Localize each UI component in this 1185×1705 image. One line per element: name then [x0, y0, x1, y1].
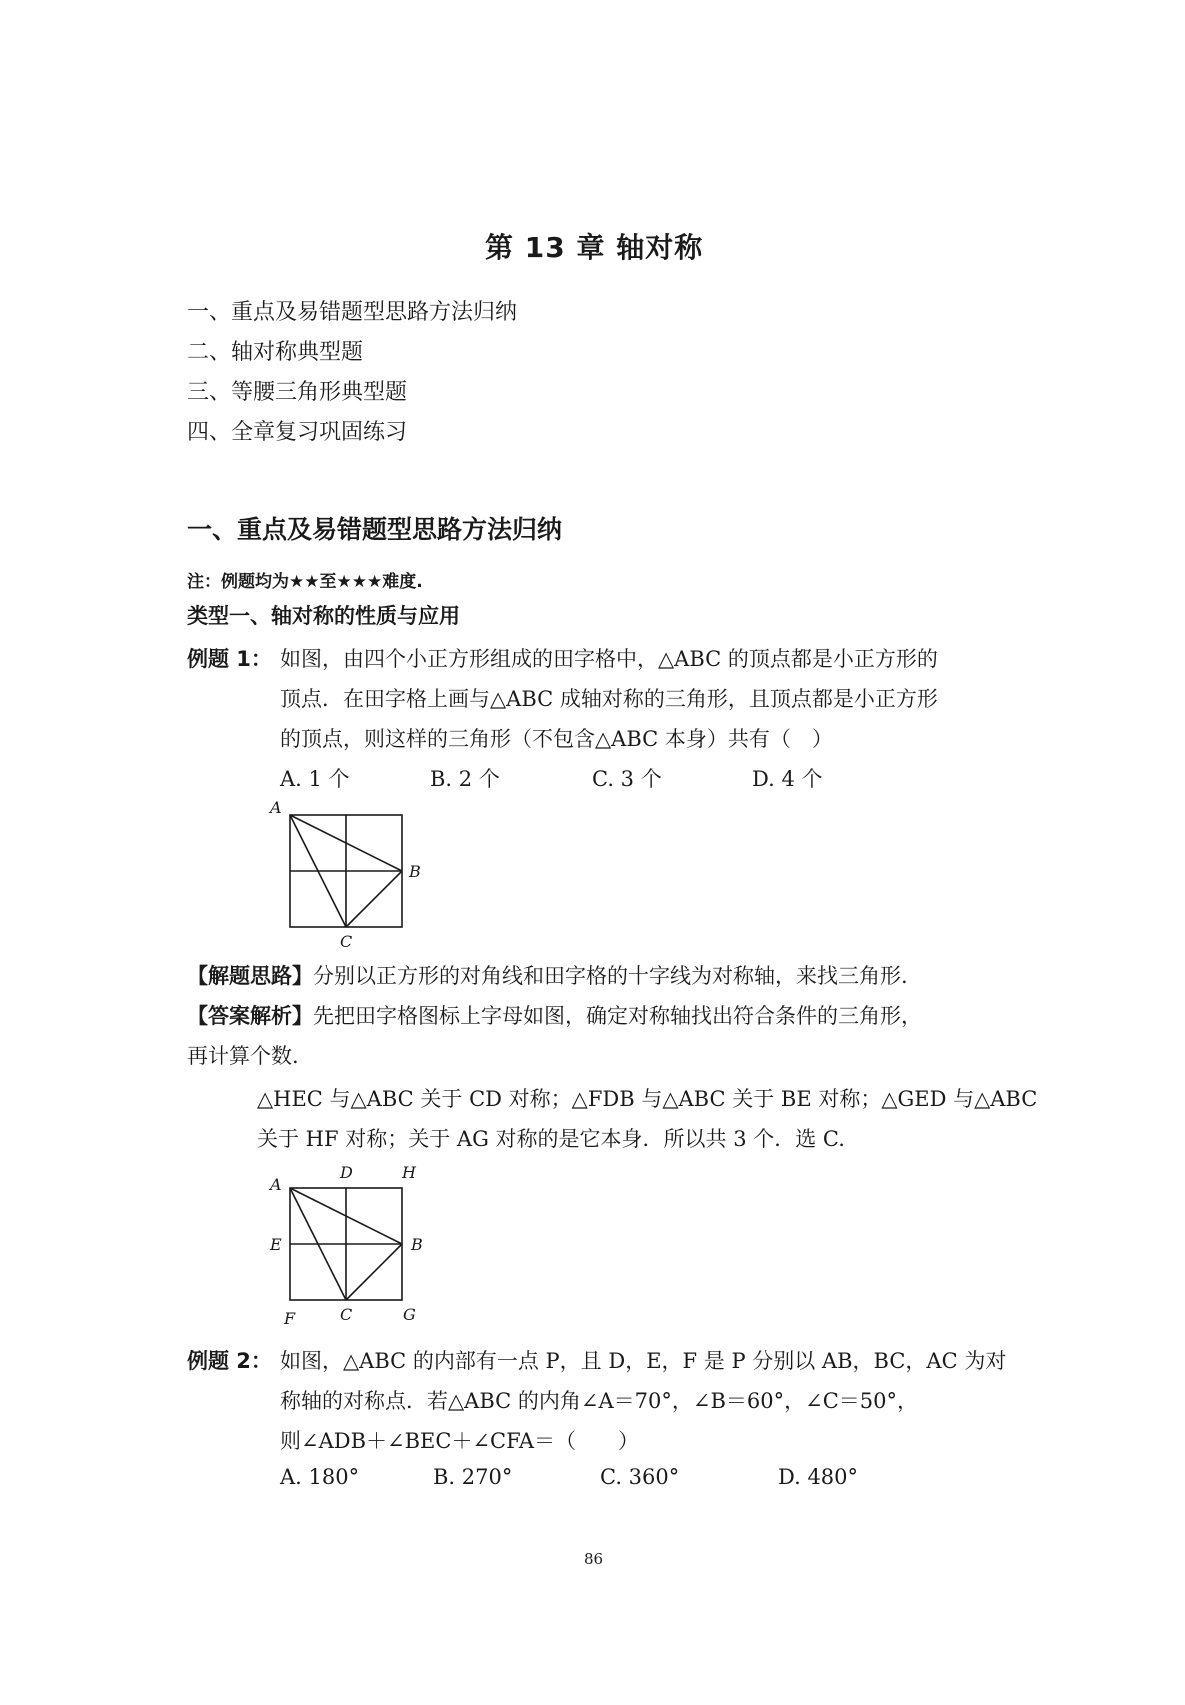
toc-item: 二、轴对称典型题 [187, 340, 364, 365]
figure-grid-1 [260, 795, 430, 955]
example-2-text: 称轴的对称点．若△ABC 的内角∠A＝70°，∠B＝60°，∠C＝50°， [280, 1389, 918, 1413]
example-2-label: 例题 2： [187, 1349, 272, 1373]
example-1-text: 的顶点，则这样的三角形（不包含△ABC 本身）共有（ ） [280, 727, 833, 751]
vertex-label-d: D [340, 1163, 353, 1182]
toc-item: 三、等腰三角形典型题 [187, 380, 408, 405]
difficulty-note: 注：例题均为★★至★★★难度. [187, 572, 423, 592]
answer-analysis-text: 先把田字格图标上字母如图，确定对称轴找出符合条件的三角形， [313, 1004, 922, 1028]
answer-analysis-text: 关于 HF 对称；关于 AG 对称的是它本身．所以共 3 个．选 C. [257, 1127, 845, 1151]
vertex-label-b: B [411, 1235, 423, 1254]
option-c: C. 3 个 [592, 767, 662, 791]
example-1-text: 顶点．在田字格上画与△ABC 成轴对称的三角形，且顶点都是小正方形 [280, 687, 938, 711]
option-a: A. 1 个 [280, 767, 350, 791]
answer-analysis [187, 1000, 922, 1030]
vertex-label-e: E [270, 1235, 282, 1254]
option-d: D. 4 个 [752, 767, 823, 791]
option-c: C. 360° [600, 1465, 680, 1489]
type-heading: 类型一、轴对称的性质与应用 [187, 604, 460, 628]
solution-idea-text: 分别以正方形的对角线和田字格的十字线为对称轴，来找三角形. [313, 964, 908, 988]
page-number: 86 [584, 1550, 604, 1568]
vertex-label-a: A [270, 1175, 282, 1194]
vertex-label-g: G [403, 1305, 416, 1324]
answer-analysis-text: 再计算个数. [187, 1044, 299, 1068]
option-d: D. 480° [778, 1465, 859, 1489]
answer-analysis-label: 【答案解析】 [187, 1004, 313, 1028]
toc-item: 一、重点及易错题型思路方法归纳 [187, 300, 518, 325]
figure-grid-2 [260, 1160, 440, 1330]
example-1-label: 例题 1： [187, 647, 272, 671]
vertex-label-h: H [402, 1163, 416, 1182]
vertex-label-c: C [340, 932, 353, 951]
example-1-text: 如图，由四个小正方形组成的田字格中，△ABC 的顶点都是小正方形的 [280, 647, 938, 671]
example-2-text: 则∠ADB＋∠BEC＋∠CFA＝（ ） [280, 1429, 640, 1453]
option-b: B. 2 个 [430, 767, 500, 791]
page-title: 第 13 章 轴对称 [485, 231, 704, 264]
section-heading: 一、重点及易错题型思路方法归纳 [187, 515, 563, 544]
option-a: A. 180° [280, 1465, 360, 1489]
example-2-text: 如图，△ABC 的内部有一点 P，且 D，E，F 是 P 分别以 AB，BC，AC 为对 [280, 1349, 1007, 1373]
toc-item: 四、全章复习巩固练习 [187, 420, 408, 445]
answer-analysis-text: △HEC 与△ABC 关于 CD 对称；△FDB 与△ABC 关于 BE 对称；△GED 与△ABC [257, 1087, 1038, 1111]
vertex-label-b: B [409, 862, 421, 881]
vertex-label-c: C [340, 1305, 353, 1324]
solution-idea [187, 960, 908, 990]
option-b: B. 270° [433, 1465, 513, 1489]
vertex-label-a: A [270, 798, 282, 817]
solution-idea-label: 【解题思路】 [187, 964, 313, 988]
vertex-label-f: F [284, 1309, 296, 1328]
